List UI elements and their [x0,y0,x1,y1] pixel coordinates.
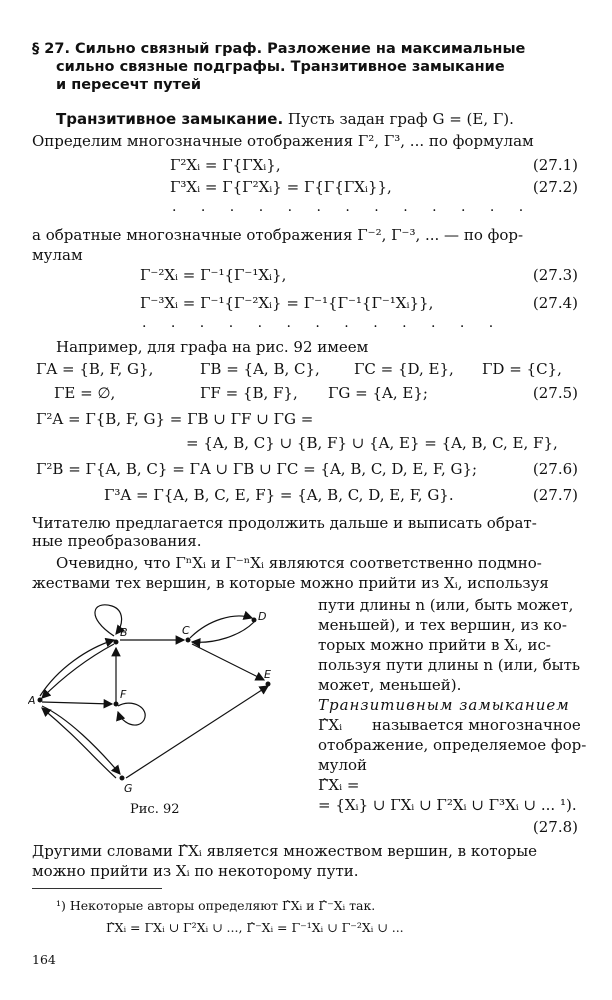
equation-27-1: Γ²Xᵢ = Γ{ΓXᵢ}, [170,156,281,174]
graph-edges [40,605,268,778]
equation-number-27-8: (27.8) [532,818,578,836]
edge-b-b-loop [95,605,122,636]
node-f [114,702,119,707]
equation-number-27-7: (27.7) [532,486,578,504]
page-number: 164 [32,952,56,967]
graph-figure-92 [28,598,298,798]
edge-f-f-loop [118,703,145,725]
node-c [186,638,191,643]
gamma3-a: Γ³A = Γ{A, B, C, E, F} = {A, B, C, D, E, F, G}. [104,486,454,504]
node-label-f: F [120,688,127,701]
edge-g-a [42,708,116,778]
gamma2-b: Γ²B = Γ{A, B, C} = ΓA ∪ ΓB ∪ ΓC = {A, B, C, D, E, F, G}; [36,460,478,478]
gamma2-a-line-2: = {A, B, C} ∪ {B, F} ∪ {A, E} = {A, B, C, E, F}, [186,434,558,452]
equation-number-27-5: (27.5) [532,384,578,402]
footnote-rule [32,888,162,889]
edge-c-e [192,644,264,680]
para2-right-7b: называется многозначное [372,716,581,734]
node-label-b: B [120,626,128,639]
closing-line-2: можно прийти из Xᵢ по некоторому пути. [32,862,359,880]
footnote-line-1: ¹) Некоторые авторы определяют Γ̂Xᵢ и Γ̂⁻Xᵢ так. [56,898,376,913]
section-heading-line-1: § 27. Сильно связный граф. Разложение на максимальные [32,41,526,57]
node-a [38,698,43,703]
inverse-text-line-2: мулам [32,246,83,264]
intro-line-1-rest: Пусть задан граф G = (E, Γ). [283,110,514,128]
edge-b-a [42,644,114,698]
gamma-b: ΓB = {A, B, C}, [200,360,320,378]
edge-d-c [192,622,254,642]
edge-c-d [190,616,252,638]
section-heading-line-2: сильно связные подграфы. Транзитивное замыкание [56,59,505,75]
para2-line-1: Очевидно, что ΓⁿXᵢ и Γ⁻ⁿXᵢ являются соответственно подмно- [56,554,542,572]
edge-a-g [42,706,120,774]
edge-a-f [42,702,112,704]
equation-number-27-2: (27.2) [532,178,578,196]
para2-right-6: Транзитивным замыканием [318,696,570,714]
node-e [266,682,271,687]
equation-number-27-6: (27.6) [532,460,578,478]
gamma-d: ΓD = {C}, [482,360,562,378]
gamma-c: ΓC = {D, E}, [354,360,454,378]
gamma-a: ΓA = {B, F, G}, [36,360,154,378]
closing-line-1: Другими словами Γ̂Xᵢ является множеством вершин, в которые [32,842,538,860]
equation-number-27-1: (27.1) [532,156,578,174]
equation-27-2: Γ³Xᵢ = Γ{Γ²Xᵢ} = Γ{Γ{ΓXᵢ}}, [170,178,392,196]
equation-27-3: Γ⁻²Xᵢ = Γ⁻¹{Γ⁻¹Xᵢ}, [140,266,287,284]
example-intro: Например, для графа на рис. 92 имеем [56,338,369,356]
para2-right-9: мулой [318,756,368,774]
formula-27-8-line-2: = {Xᵢ} ∪ ΓXᵢ ∪ Γ²Xᵢ ∪ Γ³Xᵢ ∪ ... ¹). [318,796,577,814]
node-label-d: D [258,610,267,623]
para2-right-3: торых можно прийти в Xᵢ, ис- [318,636,551,654]
node-label-e: E [264,668,271,681]
node-g [120,776,125,781]
equation-27-4: Γ⁻³Xᵢ = Γ⁻¹{Γ⁻²Xᵢ} = Γ⁻¹{Γ⁻¹{Γ⁻¹Xᵢ}}, [140,294,434,312]
inverse-text-line-1: а обратные многозначные отображения Γ⁻², Γ⁻³, ... — по фор- [32,226,524,244]
continuation-dots-2: . . . . . . . . . . . . . [142,315,504,331]
para2-right-1: пути длины n (или, быть может, [318,596,574,614]
subsection-title: Транзитивное замыкание. [56,110,284,128]
reader-text-line-2: ные преобразования. [32,532,202,550]
node-label-g: G [124,782,133,795]
graph-nodes [38,618,271,781]
para2-right-5: может, меньшей). [318,676,462,694]
intro-line-1 [56,110,514,128]
node-b [114,640,119,645]
para2-right-4: пользуя пути длины n (или, быть [318,656,581,674]
figure-caption: Рис. 92 [130,802,180,817]
reader-text-line-1: Читателю предлагается продолжить дальше и выписать обрат- [32,514,537,532]
equation-number-27-4: (27.4) [532,294,578,312]
section-heading-line-3: и пересечт путей [56,77,201,93]
node-label-c: C [182,624,190,637]
para2-right-7a: Γ̂Xᵢ [318,716,343,734]
para2-right-8: отображение, определяемое фор- [318,736,587,754]
edge-g-e [126,686,268,778]
continuation-dots: . . . . . . . . . . . . . [172,199,534,215]
node-label-a: A [28,694,36,707]
formula-27-8-line-1: Γ̂Xᵢ = [318,776,360,794]
gamma-e: ΓE = ∅, [54,384,116,402]
para2-right-2: меньшей), и тех вершин, из ко- [318,616,567,634]
node-d [252,618,257,623]
intro-line-2: Определим многозначные отображения Γ², Γ³, ... по формулам [32,132,534,150]
para2-line-2: жествами тех вершин, в которые можно прийти из Xᵢ, используя [32,574,549,592]
gamma2-a-line-1: Γ²A = Γ{B, F, G} = ΓB ∪ ΓF ∪ ΓG = [36,410,314,428]
footnote-line-2: Γ̂Xᵢ = ΓXᵢ ∪ Γ²Xᵢ ∪ ..., Γ̂⁻Xᵢ = Γ⁻¹Xᵢ ∪ Γ⁻²Xᵢ ∪ ... [106,920,404,935]
gamma-g: ΓG = {A, E}; [328,384,428,402]
equation-number-27-3: (27.3) [532,266,578,284]
gamma-f: ΓF = {B, F}, [200,384,298,402]
